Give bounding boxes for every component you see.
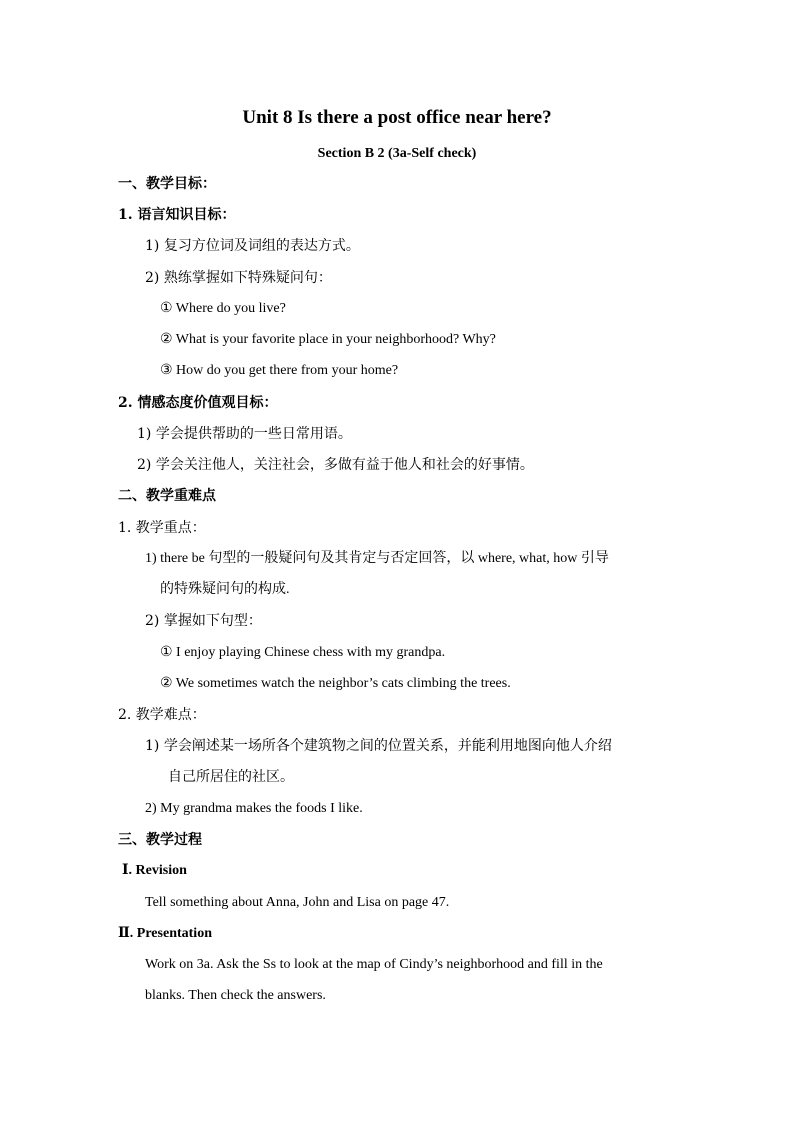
revision-text: Tell something about Anna, John and Lisa on page 47. [145,895,450,910]
difficult-point-1-line-1: 1) 学会阐述某一场所各个建筑物之间的位置关系，并能利用地图向他人介绍 [145,738,612,754]
question-2: ② What is your favorite place in your neighborhood? Why? [160,332,496,347]
presentation-text-line-1: Work on 3a. Ask the Ss to look at the map of Cindy’s neighborhood and fill in the [145,957,603,972]
goal-2-item-1: 1) 学会提供帮助的一些日常用语。 [137,426,352,442]
key-point-1-line-2: 的特殊疑问句的构成. [160,582,290,597]
difficult-point-1-line-2: 自己所居住的社区。 [168,769,294,785]
key-points-heading: 1. 教学重点： [118,520,206,536]
key-point-2: 2) 掌握如下句型： [145,613,262,629]
question-1: ① Where do you live? [160,301,286,316]
section-1-heading: 一、教学目标： [118,176,216,192]
sentence-pattern-2: ② We sometimes watch the neighbor’s cats climbing the trees. [160,676,511,691]
section-3-heading: 三、教学过程 [118,832,202,848]
question-3: ③ How do you get there from your home? [160,363,399,378]
document-subtitle: Section B 2 (3a-Self check) [317,146,477,161]
document-title: Unit 8 Is there a post office near here? [242,107,552,128]
revision-heading: Ⅰ. Revision [122,863,187,878]
section-2-heading: 二、教学重难点 [118,488,216,504]
key-point-1-line-1: 1) there be 句型的一般疑问句及其肯定与否定回答，以 where, what, how 引导 [145,551,609,566]
sentence-pattern-1: ① I enjoy playing Chinese chess with my grandpa. [160,645,446,660]
goal-1-item-1: 1) 复习方位词及词组的表达方式。 [145,238,360,254]
goal-2-item-2: 2) 学会关注他人，关注社会，多做有益于他人和社会的好事情。 [137,457,534,473]
goal-2-heading: 2. 情感态度价值观目标： [118,395,278,411]
goal-1-heading: 1. 语言知识目标： [118,207,236,223]
presentation-text-line-2: blanks. Then check the answers. [145,988,326,1003]
difficult-points-heading: 2. 教学难点： [118,707,206,723]
presentation-heading: Ⅱ. Presentation [118,926,212,941]
goal-1-item-2: 2) 熟练掌握如下特殊疑问句： [145,270,332,286]
difficult-point-2: 2) My grandma makes the foods I like. [145,801,363,816]
